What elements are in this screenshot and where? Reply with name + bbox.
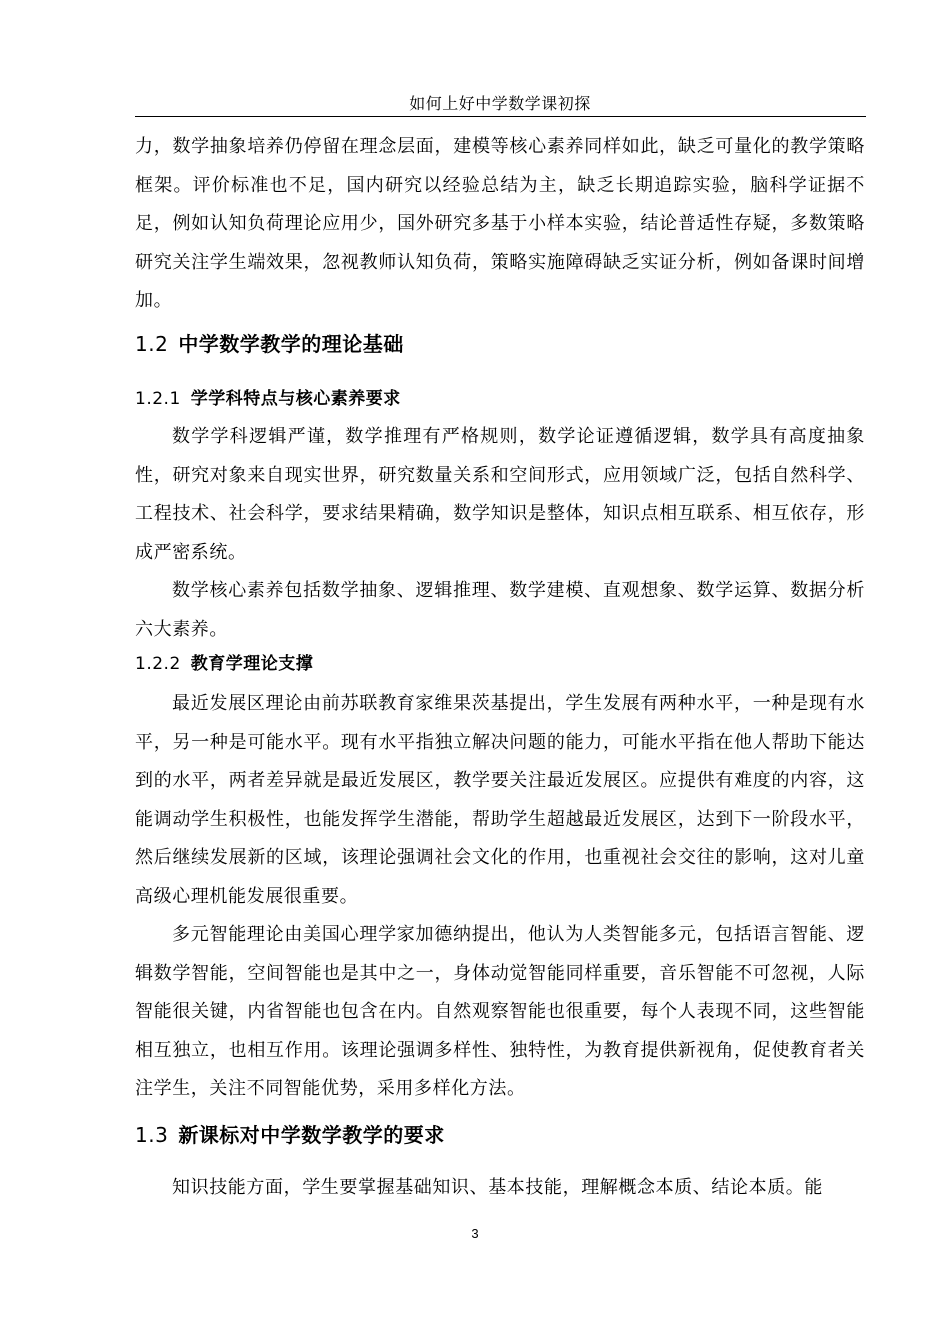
subsection-number: 1.2.2 bbox=[135, 654, 181, 674]
paragraph-core-literacy: 数学核心素养包括数学抽象、逻辑推理、数学建模、直观想象、数学运算、数据分析六大素养。 bbox=[135, 580, 865, 640]
subsection-title: 教育学理论支撑 bbox=[190, 654, 314, 674]
subsection-heading-1-2-1 bbox=[135, 386, 865, 418]
section-number: 1.3 bbox=[135, 1122, 169, 1147]
running-header: 如何上好中学数学课初探 bbox=[409, 94, 591, 113]
header-divider bbox=[135, 116, 866, 117]
page-number: 3 bbox=[471, 1226, 479, 1241]
paragraph-math-features: 数学学科逻辑严谨，数学推理有严格规则，数学论证遵循逻辑，数学具有高度抽象性，研究对象来自现实世界，研究数量关系和空间形式，应用领域广泛，包括自然科学、工程技术、社会科学，要求结果精确，数学知识是整体，知识点相互联系、相互依存，形成严密系统。 bbox=[135, 426, 865, 563]
section-title: 新课标对中学数学教学的要求 bbox=[178, 1122, 445, 1147]
section-heading-1-2 bbox=[135, 330, 865, 370]
paragraph-continued: 力，数学抽象培养仍停留在理念层面，建模等核心素养同样如此，缺乏可量化的教学策略框架。评价标准也不足，国内研究以经验总结为主，缺乏长期追踪实验，脑科学证据不足，例如认知负荷理论应用少，国外研究多基于小样本实验，结论普适性存疑，多数策略研究关注学生端效果，忽视教师认知负荷，策略实施障碍缺乏实证分析，例如备课时间增加。 bbox=[135, 136, 865, 311]
subsection-heading-1-2-2 bbox=[135, 651, 865, 683]
paragraph-multiple-intelligences: 多元智能理论由美国心理学家加德纳提出，他认为人类智能多元，包括语言智能、逻辑数学智能，空间智能也是其中之一，身体动觉智能同样重要，音乐智能不可忽视，人际智能很关键，内省智能也包含在内。自然观察智能也很重要，每个人表现不同，这些智能相互独立，也相互作用。该理论强调多样性、独特性，为教育提供新视角，促使教育者关注学生，关注不同智能优势，采用多样化方法。 bbox=[135, 924, 865, 1099]
paragraph-knowledge-skills: 知识技能方面，学生要掌握基础知识、基本技能，理解概念本质、结论本质。能 bbox=[172, 1176, 823, 1198]
section-heading-1-3 bbox=[135, 1121, 865, 1165]
subsection-title: 学学科特点与核心素养要求 bbox=[190, 389, 401, 409]
section-title: 中学数学教学的理论基础 bbox=[178, 332, 404, 356]
paragraph-zpd-theory: 最近发展区理论由前苏联教育家维果茨基提出，学生发展有两种水平，一种是现有水平，另一种是可能水平。现有水平指独立解决问题的能力，可能水平指在他人帮助下能达到的水平，两者差异就是最近发展区，教学要关注最近发展区。应提供有难度的内容，这能调动学生积极性，也能发挥学生潜能，帮助学生超越最近发展区，达到下一阶段水平，然后继续发展新的区域，该理论强调社会文化的作用，也重视社会交往的影响，这对儿童高级心理机能发展很重要。 bbox=[135, 693, 865, 907]
subsection-number: 1.2.1 bbox=[135, 389, 181, 409]
section-number: 1.2 bbox=[135, 332, 169, 356]
page-body bbox=[135, 128, 865, 1207]
